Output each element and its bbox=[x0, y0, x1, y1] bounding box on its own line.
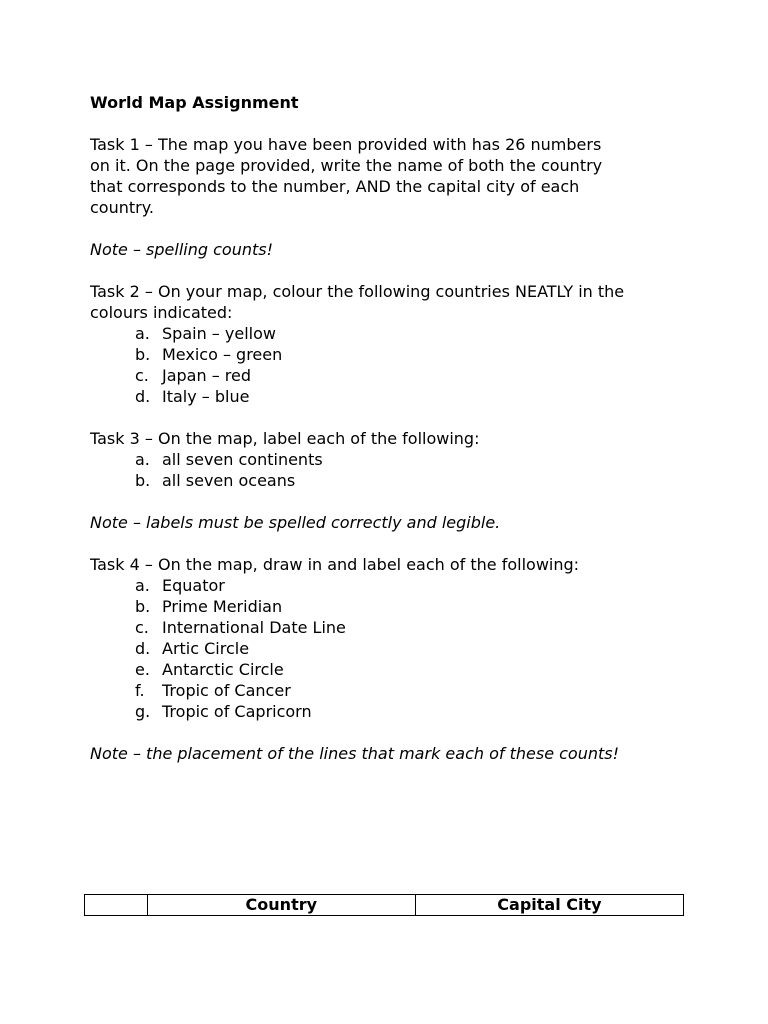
list-item bbox=[90, 701, 690, 722]
spacer bbox=[90, 407, 690, 428]
list-marker: a. bbox=[135, 450, 150, 469]
list-item bbox=[90, 617, 690, 638]
spacer bbox=[90, 260, 690, 281]
assignment-page bbox=[90, 92, 690, 764]
task-1-line: country. bbox=[90, 198, 154, 217]
list-item bbox=[90, 449, 690, 470]
task-1-line: Task 1 – The map you have been provided with has 26 numbers bbox=[90, 135, 602, 154]
list-item bbox=[90, 386, 690, 407]
list-marker: d. bbox=[135, 639, 151, 658]
task-3-intro: Task 3 – On the map, label each of the following: bbox=[90, 429, 480, 448]
list-marker: b. bbox=[135, 345, 151, 364]
list-item bbox=[90, 638, 690, 659]
task-2-line: colours indicated: bbox=[90, 303, 233, 322]
list-item-text: Spain – yellow bbox=[162, 324, 276, 343]
list-item-text: all seven continents bbox=[162, 450, 323, 469]
task-1 bbox=[90, 134, 690, 218]
spacer bbox=[90, 533, 690, 554]
list-item-text: Antarctic Circle bbox=[162, 660, 284, 679]
list-item-text: Italy – blue bbox=[162, 387, 250, 406]
list-item bbox=[90, 470, 690, 491]
task-4-note: Note – the placement of the lines that mark each of these counts! bbox=[90, 744, 620, 763]
spacer bbox=[90, 218, 690, 239]
page-title: World Map Assignment bbox=[90, 93, 299, 112]
table-header-country: Country bbox=[147, 895, 415, 916]
task-4-list bbox=[90, 575, 690, 722]
answer-table bbox=[84, 894, 684, 916]
list-marker: g. bbox=[135, 702, 151, 721]
table-header-number bbox=[85, 895, 148, 916]
list-marker: b. bbox=[135, 597, 151, 616]
list-marker: d. bbox=[135, 387, 151, 406]
list-marker: a. bbox=[135, 324, 150, 343]
list-item bbox=[90, 323, 690, 344]
list-item bbox=[90, 680, 690, 701]
task-2 bbox=[90, 281, 690, 407]
list-item bbox=[90, 365, 690, 386]
list-marker: e. bbox=[135, 660, 150, 679]
list-item-text: International Date Line bbox=[162, 618, 346, 637]
list-item bbox=[90, 596, 690, 617]
task-2-list bbox=[90, 323, 690, 407]
list-item bbox=[90, 659, 690, 680]
spacer bbox=[90, 722, 690, 743]
list-item bbox=[90, 344, 690, 365]
table-header-capital-city: Capital City bbox=[415, 895, 683, 916]
list-marker: c. bbox=[135, 618, 149, 637]
task-1-note: Note – spelling counts! bbox=[90, 240, 273, 259]
task-3-list bbox=[90, 449, 690, 491]
list-item bbox=[90, 575, 690, 596]
task-4-intro: Task 4 – On the map, draw in and label each of the following: bbox=[90, 555, 580, 574]
task-3 bbox=[90, 428, 690, 491]
task-4 bbox=[90, 554, 690, 722]
list-item-text: all seven oceans bbox=[162, 471, 296, 490]
task-1-line: on it. On the page provided, write the name of both the country bbox=[90, 156, 603, 175]
list-item-text: Artic Circle bbox=[162, 639, 250, 658]
list-item-text: Japan – red bbox=[162, 366, 252, 385]
table-header-row bbox=[85, 895, 684, 916]
list-item-text: Equator bbox=[162, 576, 225, 595]
task-1-line: that corresponds to the number, AND the capital city of each bbox=[90, 177, 580, 196]
list-item-text: Mexico – green bbox=[162, 345, 283, 364]
list-marker: c. bbox=[135, 366, 149, 385]
list-marker: a. bbox=[135, 576, 150, 595]
list-marker: b. bbox=[135, 471, 151, 490]
list-marker: f. bbox=[135, 681, 145, 700]
task-3-note: Note – labels must be spelled correctly and legible. bbox=[90, 513, 501, 532]
list-item-text: Tropic of Cancer bbox=[162, 681, 291, 700]
list-item-text: Tropic of Capricorn bbox=[162, 702, 312, 721]
list-item-text: Prime Meridian bbox=[162, 597, 283, 616]
task-2-line: Task 2 – On your map, colour the following countries NEATLY in the bbox=[90, 282, 625, 301]
spacer bbox=[90, 491, 690, 512]
